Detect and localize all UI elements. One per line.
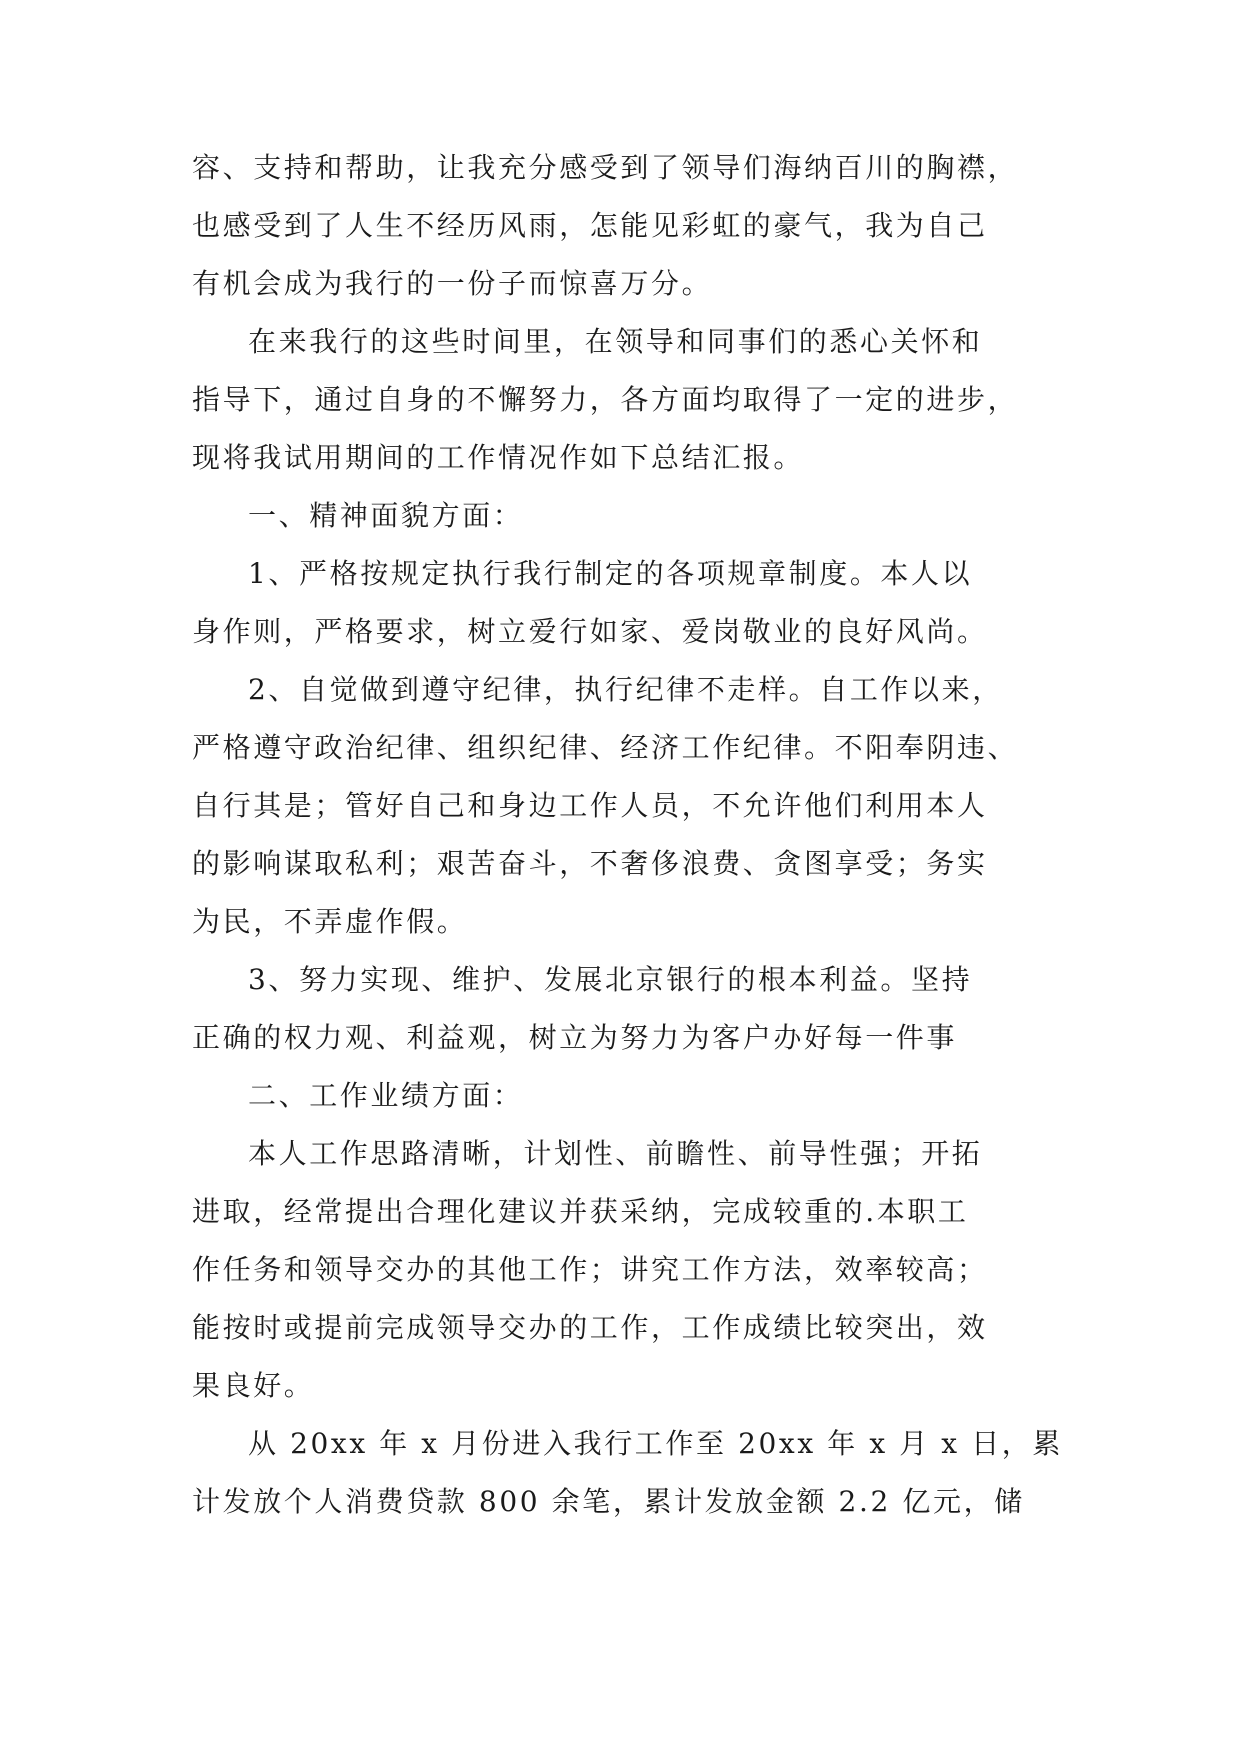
text-line: 严格遵守政治纪律、组织纪律、经济工作纪律。不阳奉阴违、 (192, 731, 1019, 764)
text-line: 进取，经常提出合理化建议并获采纳，完成较重的.本职工 (192, 1195, 969, 1228)
paragraph-start: 从 20xx 年 x 月份进入我行工作至 20xx 年 x 月 x 日，累 (248, 1427, 1064, 1460)
text-line: 指导下，通过自身的不懈努力，各方面均取得了一定的进步， (192, 383, 1019, 416)
list-item: 3、努力实现、维护、发展北京银行的根本利益。坚持 (248, 963, 973, 996)
text-line: 作任务和领导交办的其他工作；讲究工作方法，效率较高； (192, 1253, 988, 1286)
text-line: 身作则，严格要求，树立爱行如家、爱岗敬业的良好风尚。 (192, 615, 988, 648)
text-line: 现将我试用期间的工作情况作如下总结汇报。 (192, 441, 805, 474)
text-line: 正确的权力观、利益观，树立为努力为客户办好每一件事 (192, 1021, 958, 1054)
text-line: 自行其是；管好自己和身边工作人员，不允许他们利用本人 (192, 789, 988, 822)
text-line: 有机会成为我行的一份子而惊喜万分。 (192, 267, 713, 300)
text-line: 也感受到了人生不经历风雨，怎能见彩虹的豪气，我为自己 (192, 209, 988, 242)
section-heading: 二、工作业绩方面： (248, 1079, 524, 1112)
section-heading: 一、精神面貌方面： (248, 499, 524, 532)
paragraph-start: 在来我行的这些时间里，在领导和同事们的悉心关怀和 (248, 325, 983, 358)
text-line: 为民，不弄虚作假。 (192, 905, 468, 938)
text-line: 容、支持和帮助，让我充分感受到了领导们海纳百川的胸襟， (192, 151, 1019, 184)
text-line: 果良好。 (192, 1369, 315, 1402)
text-line: 的影响谋取私利；艰苦奋斗，不奢侈浪费、贪图享受；务实 (192, 847, 988, 880)
list-item: 2、自觉做到遵守纪律，执行纪律不走样。自工作以来， (248, 673, 1003, 706)
text-line: 计发放个人消费贷款 800 余笔，累计发放金额 2.2 亿元，储 (192, 1485, 1025, 1518)
list-item: 1、严格按规定执行我行制定的各项规章制度。本人以 (248, 557, 973, 590)
text-line: 能按时或提前完成领导交办的工作，工作成绩比较突出，效 (192, 1311, 988, 1344)
paragraph-start: 本人工作思路清晰，计划性、前瞻性、前导性强；开拓 (248, 1137, 983, 1170)
